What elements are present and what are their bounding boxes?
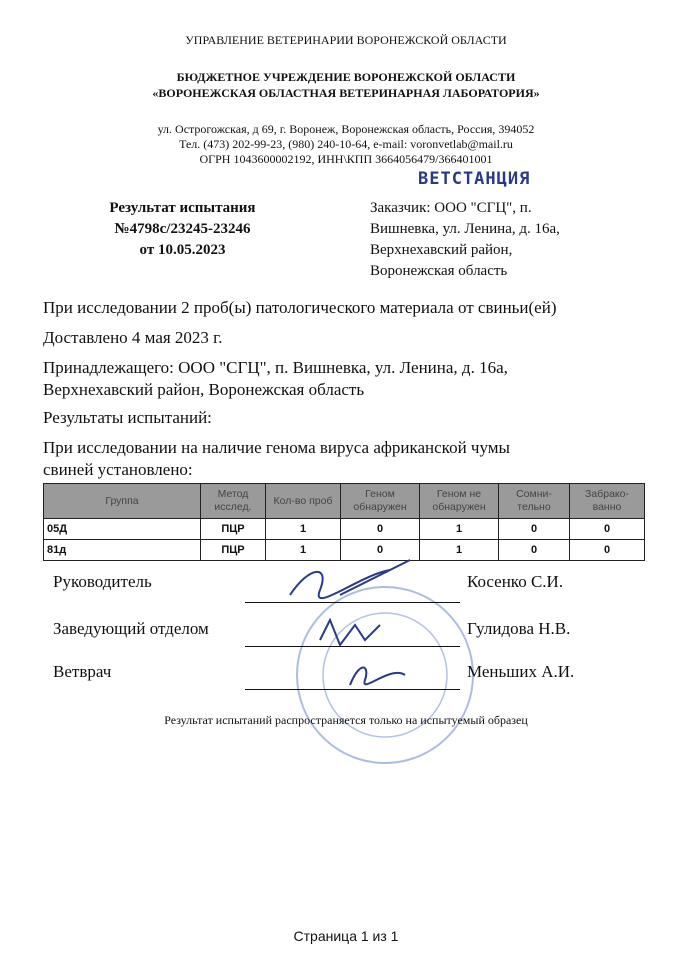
results-heading: Результаты испытаний: [43,408,212,427]
cell: 0 [341,519,420,540]
cell: 1 [420,519,499,540]
signature-role: Заведующий отделом [53,619,209,638]
signature-name: Косенко С.И. [467,572,564,591]
footnote: Результат испытаний распространяется только на испытуемый образец [164,713,528,727]
signature-name: Гулидова Н.В. [467,619,571,638]
table-header-row [44,484,645,519]
cell: 0 [341,540,420,561]
stamp-ветстанция: ВЕТСТАНЦИЯ [418,169,531,189]
table-row [44,519,645,540]
col-header: Геном не обнаружен [420,484,499,519]
study-text-1: При исследовании на наличие генома вируса африканской чумы [43,438,510,457]
col-header: Группа [44,484,201,519]
org-address: ул. Острогожская, д 69, г. Воронеж, Воронежская область, Россия, 394052 [157,122,535,136]
owner-text-2: Верхнехавский район, Воронежская область [43,380,365,399]
cell: ПЦР [201,540,266,561]
cell: 0 [570,540,645,561]
col-header: Кол-во проб [266,484,341,519]
cell: 05Д [44,519,201,540]
customer-line: Верхнехавский район, [370,242,513,258]
cell: 81д [44,540,201,561]
result-date: от 10.05.2023 [139,242,226,258]
result-title: Результат испытания [109,200,256,216]
results-table [43,483,645,561]
page-number: Страница 1 из 1 [293,928,399,944]
org-name-line2: «ВОРОНЕЖСКАЯ ОБЛАСТНАЯ ВЕТЕРИНАРНАЯ ЛАБОРАТОРИЯ» [152,86,540,100]
cell: 1 [420,540,499,561]
result-block [60,198,305,261]
customer-line: Вишневка, ул. Ленина, д. 16а, [370,221,560,237]
authority-heading: УПРАВЛЕНИЕ ВЕТЕРИНАРИИ ВОРОНЕЖСКОЙ ОБЛАСТИ [185,33,507,47]
study-text-2: свиней установлено: [43,460,193,479]
result-number: №4798с/23245-23246 [114,221,251,237]
col-header: Сомни-тельно [499,484,570,519]
signature-role: Ветврач [53,662,112,681]
signature-role: Руководитель [53,572,152,591]
col-header: Метод исслед. [201,484,266,519]
org-ids: ОГРН 1043600002192, ИНН\КПП 3664056479/366401001 [199,152,493,166]
signature-name: Меньших А.И. [467,662,575,681]
cell: 0 [570,519,645,540]
owner-text-1: Принадлежащего: ООО "СГЦ", п. Вишневка, ул. Ленина, д. 16а, [43,358,508,377]
cell: 0 [499,540,570,561]
samples-text: При исследовании 2 проб(ы) патологического материала от свиньи(ей) [43,298,557,317]
customer-block [370,198,560,282]
org-contacts: Тел. (473) 202-99-23, (980) 240-10-64, e-mail: voronvetlab@mail.ru [179,137,513,151]
signature-line [245,646,460,647]
cell: 1 [266,519,341,540]
signature-line [245,602,460,603]
cell: ПЦР [201,519,266,540]
cell: 1 [266,540,341,561]
customer-line: Воронежская область [370,263,508,279]
handwritten-signatures [270,555,440,715]
signature-line [245,689,460,690]
cell: 0 [499,519,570,540]
col-header: Геном обнаружен [341,484,420,519]
col-header: Забрако-ванно [570,484,645,519]
delivered-text: Доставлено 4 мая 2023 г. [43,328,223,347]
customer-line: Заказчик: ООО "СГЦ", п. [370,200,532,216]
org-name-line1: БЮДЖЕТНОЕ УЧРЕЖДЕНИЕ ВОРОНЕЖСКОЙ ОБЛАСТИ [176,70,516,84]
